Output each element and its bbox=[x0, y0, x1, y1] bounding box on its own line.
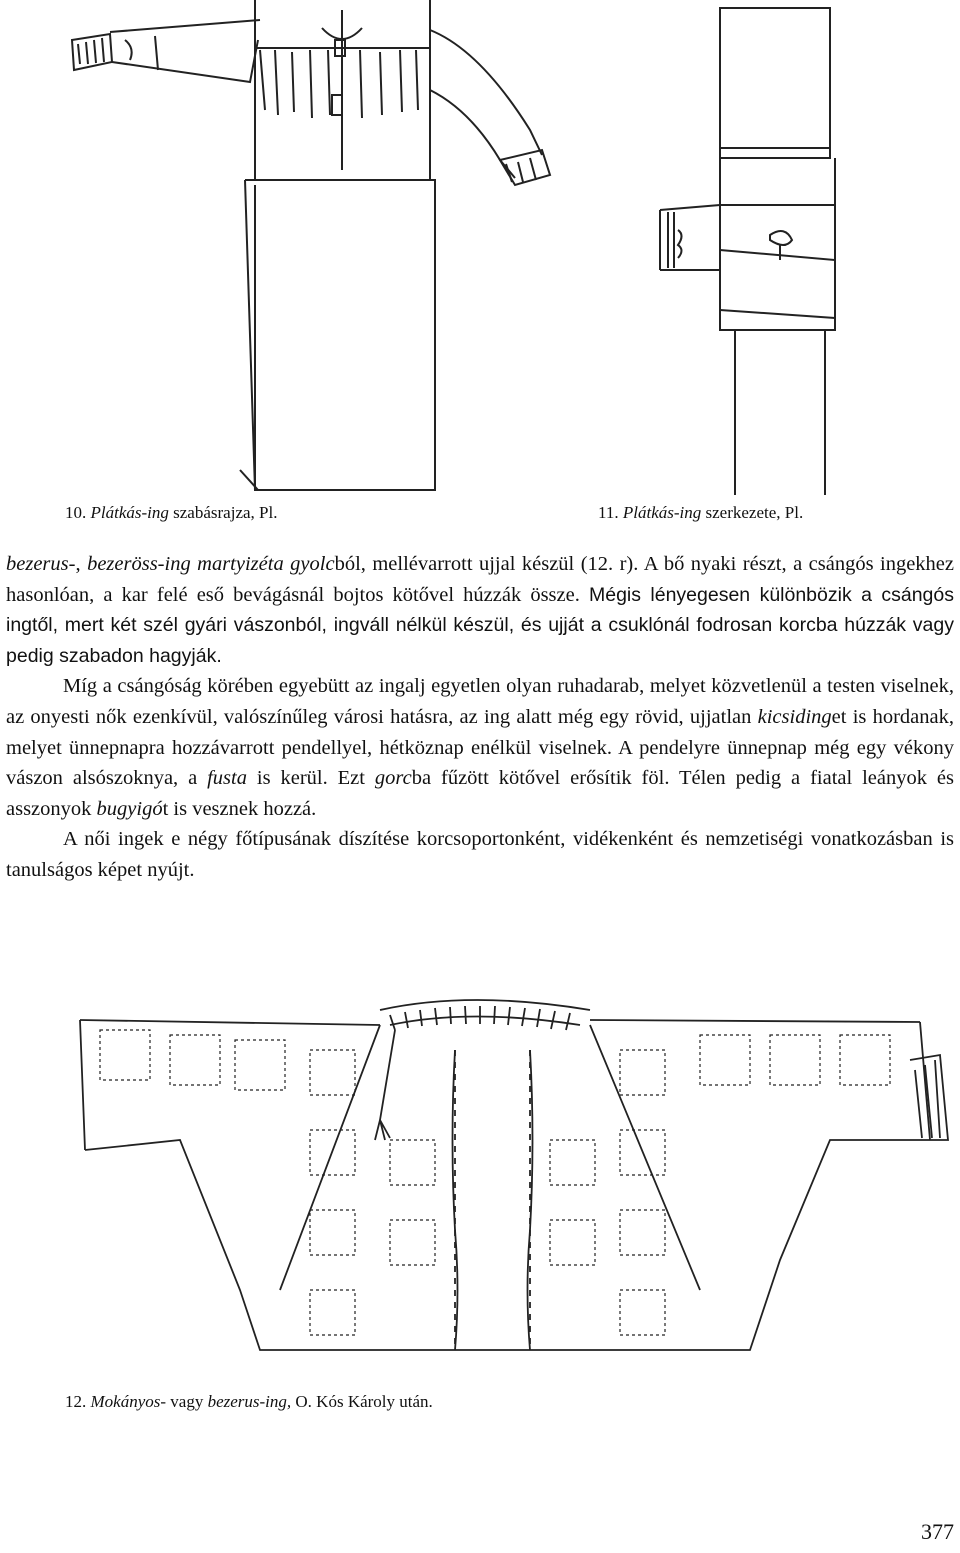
caption-italic-term: bezerus-ing, bbox=[207, 1392, 292, 1411]
figure-12-caption bbox=[65, 1392, 433, 1412]
paragraph-2 bbox=[6, 671, 954, 824]
caption-number: 11. bbox=[598, 503, 619, 522]
text-run-sans: Mégis lényegesen különbözik a csángós ingtől, mert két szél gyári vászonból, ingváll nélkül készül, és ujját a csuklónál fodrosan korcba húzzák vagy pedig szabadon hagyják. bbox=[6, 583, 954, 667]
italic-term: bezerus- bbox=[6, 553, 76, 575]
caption-text: szabásrajza, Pl. bbox=[173, 503, 278, 522]
text-run: Míg a csángóság körében egyebütt az ingalj egyetlen olyan ruhadarab, melyet közvetlenül a testen viselnek, az onyesti nők ezenkívül, valószínűleg városi hatásra, az ing alatt még egy rövid, ujjatlan bbox=[6, 675, 954, 728]
text-run: ba fűzött kötővel erősítik föl. Télen pedig a fiatal leányok és asszonyok bbox=[6, 767, 954, 820]
caption-text: O. Kós Károly után. bbox=[295, 1392, 433, 1411]
figure-10-caption bbox=[65, 503, 277, 523]
text-run: , bbox=[75, 553, 88, 575]
caption-text: vagy bbox=[170, 1392, 204, 1411]
caption-text: szerkezete, Pl. bbox=[705, 503, 804, 522]
text-run: t is vesznek hozzá. bbox=[162, 797, 317, 820]
italic-term: bugyigó bbox=[96, 797, 163, 820]
caption-italic-term: Plátkás-ing bbox=[90, 503, 169, 522]
page-number: 377 bbox=[921, 1519, 954, 1544]
italic-term: gorc bbox=[374, 767, 412, 790]
caption-italic-term: Plátkás-ing bbox=[622, 503, 702, 522]
paragraph-1 bbox=[6, 549, 954, 671]
text-run: is kerül. Ezt bbox=[246, 767, 375, 790]
figure-10-drawing bbox=[60, 0, 560, 495]
paragraph-3 bbox=[6, 824, 954, 885]
figure-12-drawing bbox=[60, 990, 950, 1360]
italic-term: bezeröss-ing martyizéta gyolc bbox=[87, 553, 335, 575]
text-run: et is hordanak, melyet ünnepnapra hozzávarrott pendellyel, hétköznap enélkül viselnek. A pendelyre ünnepnap még egy vékony vászon alsószoknya, a bbox=[6, 705, 954, 790]
caption-italic-term: Mokányos- bbox=[90, 1392, 167, 1411]
caption-number: 10. bbox=[65, 503, 87, 522]
figure-11-drawing bbox=[640, 0, 840, 495]
figure-11-caption bbox=[598, 503, 803, 523]
italic-term: kicsiding bbox=[757, 705, 832, 728]
text-run: A női ingek e négy főtípusának díszítése korcsoportonként, vidékenként és nemzetiségi vonatkozásban is tanulságos képet nyújt. bbox=[6, 828, 954, 881]
text-run: ból, mellévarrott ujjal készül (12. r). A bő nyaki részt, a csángós ingekhez hasonlóan, a kar felé eső bevágásnál bojtos kötővel húzzák össze. bbox=[6, 553, 955, 606]
italic-term: fusta bbox=[207, 767, 247, 790]
body-text bbox=[6, 549, 954, 886]
caption-number: 12. bbox=[65, 1392, 87, 1411]
